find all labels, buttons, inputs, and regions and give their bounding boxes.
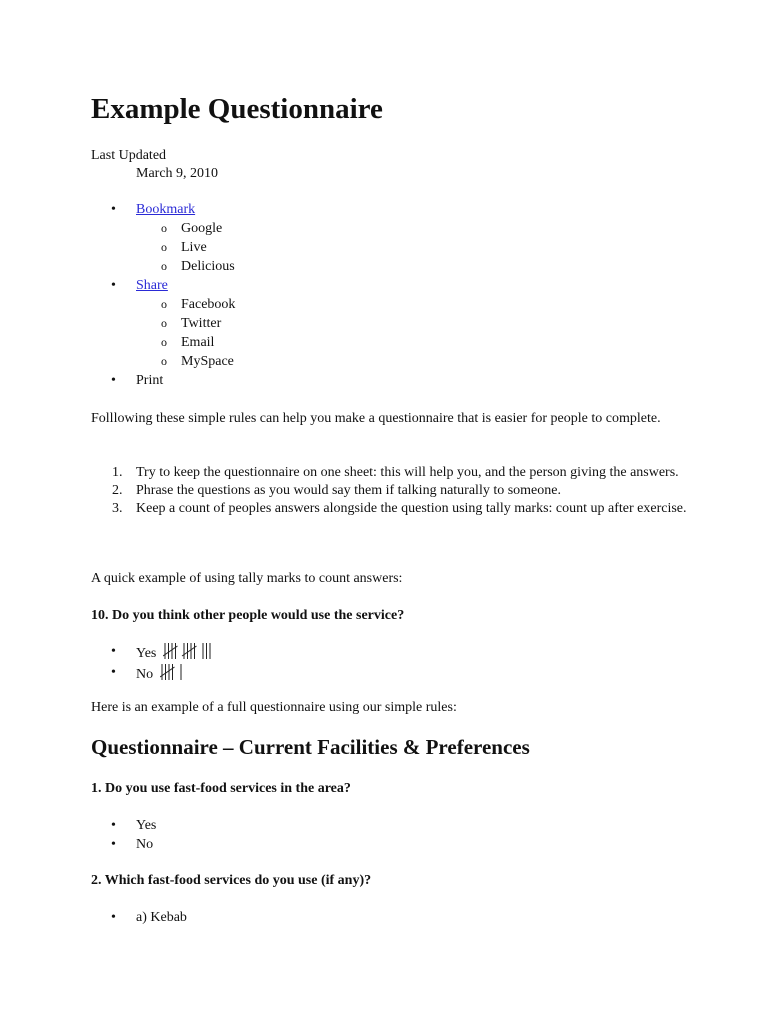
- last-updated-label: Last Updated: [91, 148, 167, 163]
- tally-answer-yes: [91, 642, 223, 663]
- option-item: • No: [91, 835, 156, 854]
- tally-marks-icon: [163, 642, 223, 660]
- share-menu: [91, 200, 235, 390]
- full-example-intro: Here is an example of a full questionnaire using our simple rules:: [91, 700, 457, 715]
- option-item: • a) Kebab: [91, 908, 187, 927]
- share-myspace-item[interactable]: o MySpace: [136, 352, 235, 371]
- rule-text: Try to keep the questionnaire on one sheet: this will help you, and the person giving the answers.: [136, 465, 679, 480]
- tally-answer-no: [91, 663, 223, 684]
- option-item: • Yes: [91, 816, 156, 835]
- share-facebook-item[interactable]: o Facebook: [136, 295, 235, 314]
- tally-answers-list: [91, 642, 223, 684]
- tally-marks-icon: [160, 663, 220, 681]
- question-1-options: [91, 816, 156, 854]
- rule-text: Phrase the questions as you would say them if talking naturally to someone.: [136, 483, 561, 498]
- bookmark-link[interactable]: Bookmark: [136, 202, 196, 217]
- share-email-item[interactable]: o Email: [136, 333, 235, 352]
- bookmark-live-item[interactable]: o Live: [136, 238, 235, 257]
- share-submenu: [136, 295, 235, 371]
- rule-item: [91, 464, 691, 482]
- last-updated-date: March 9, 2010: [136, 166, 219, 181]
- bookmark-submenu: [136, 219, 235, 276]
- tally-intro-paragraph: A quick example of using tally marks to count answers:: [91, 571, 403, 586]
- intro-paragraph: Folllowing these simple rules can help you make a questionnaire that is easier for people to complete.: [91, 411, 661, 426]
- rule-text: Keep a count of peoples answers alongside the question using tally marks: count up after exercise.: [136, 501, 687, 516]
- print-item[interactable]: • Print: [91, 371, 235, 390]
- rules-list: [91, 464, 691, 518]
- bookmark-menu-item: [91, 200, 235, 276]
- share-twitter-item[interactable]: o Twitter: [136, 314, 235, 333]
- question-2: 2. Which fast-food services do you use (if any)?: [91, 873, 372, 888]
- answer-label: Yes: [136, 646, 157, 661]
- rule-number: 3.: [112, 501, 123, 516]
- section-title: Questionnaire – Current Facilities & Preferences: [91, 735, 530, 759]
- share-menu-item: [91, 276, 235, 371]
- answer-label: No: [136, 667, 154, 682]
- rule-number: 2.: [112, 483, 123, 498]
- tally-example-question: 10. Do you think other people would use the service?: [91, 608, 405, 623]
- rule-item: [91, 500, 691, 518]
- question-2-options: [91, 908, 187, 927]
- rule-number: 1.: [112, 465, 123, 480]
- page-title: Example Questionnaire: [91, 93, 383, 125]
- question-1: 1. Do you use fast-food services in the area?: [91, 781, 351, 796]
- bookmark-google-item[interactable]: o Google: [136, 219, 235, 238]
- rule-item: [91, 482, 691, 500]
- share-link[interactable]: Share: [136, 278, 168, 293]
- bookmark-delicious-item[interactable]: o Delicious: [136, 257, 235, 276]
